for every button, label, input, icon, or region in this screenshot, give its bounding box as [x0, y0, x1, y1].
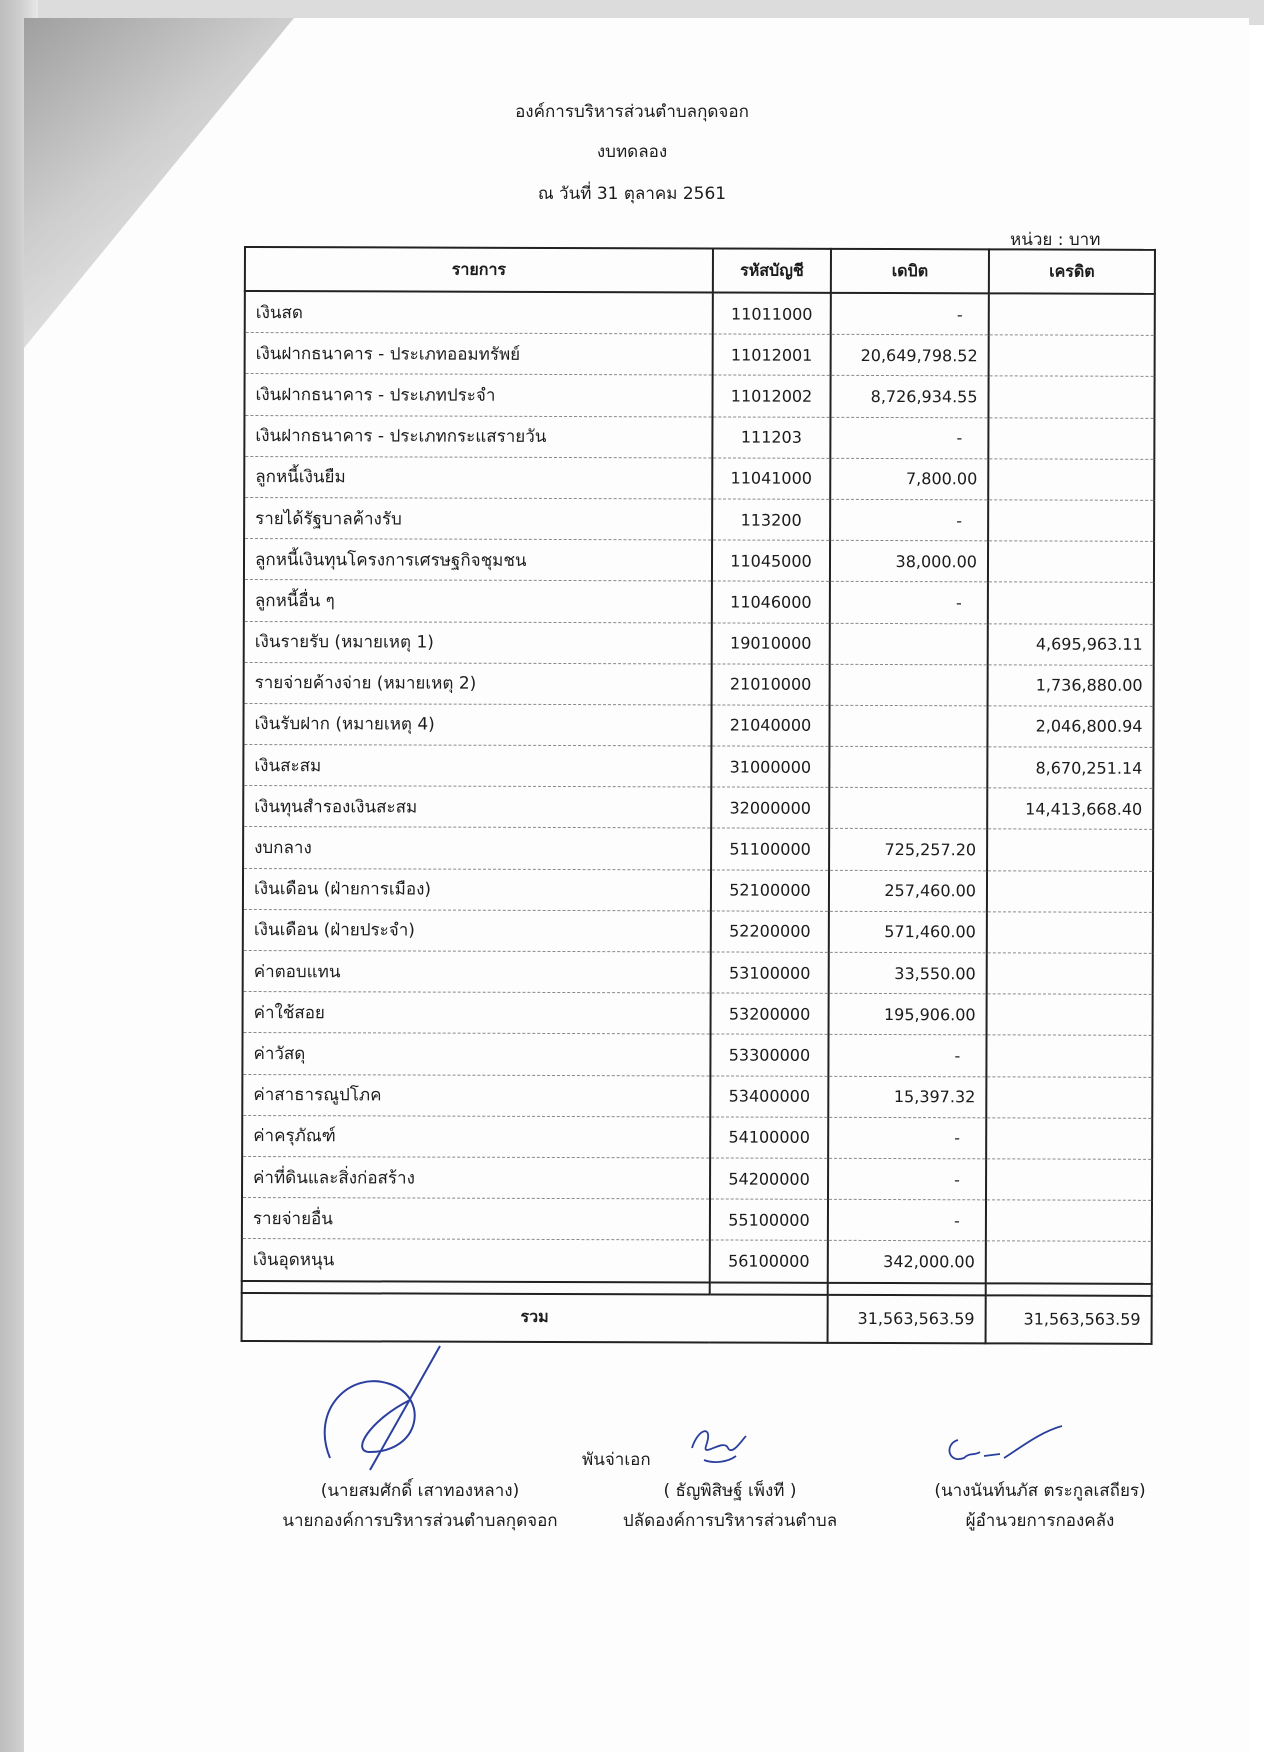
header-debit: เดบิต	[831, 249, 989, 293]
row-account-code: 113200	[712, 499, 830, 541]
table-row	[243, 909, 1153, 953]
row-credit	[986, 1200, 1152, 1242]
table-row	[244, 497, 1154, 541]
row-credit	[988, 500, 1154, 542]
row-debit: -	[828, 1117, 986, 1159]
row-account-code: 32000000	[711, 787, 829, 829]
table-row	[242, 1198, 1152, 1242]
total-label: รวม	[242, 1292, 828, 1342]
table-row	[243, 703, 1153, 747]
row-item: ลูกหนี้อื่น ๆ	[244, 580, 712, 623]
header-item: รายการ	[245, 247, 713, 292]
row-account-code: 11012002	[712, 375, 830, 417]
row-debit: 195,906.00	[829, 994, 987, 1036]
table-row	[243, 868, 1153, 912]
row-debit: -	[830, 417, 988, 459]
table-row	[245, 291, 1155, 336]
row-debit: -	[830, 582, 988, 624]
row-credit	[986, 1076, 1152, 1118]
table-row	[244, 456, 1154, 500]
row-credit	[987, 994, 1153, 1036]
row-account-code: 11045000	[712, 540, 830, 582]
row-credit: 4,695,963.11	[988, 623, 1154, 665]
row-debit: 725,257.20	[829, 829, 987, 871]
table-row	[242, 1156, 1152, 1200]
signature-left	[310, 1340, 480, 1480]
row-account-code: 21010000	[712, 664, 830, 706]
row-debit: 571,460.00	[829, 911, 987, 953]
header-account-code: รหัสบัญชี	[713, 248, 831, 292]
row-credit	[987, 912, 1153, 954]
row-account-code: 54200000	[710, 1158, 828, 1200]
row-debit: 7,800.00	[830, 458, 988, 500]
row-item: ค่าที่ดินและสิ่งก่อสร้าง	[242, 1156, 710, 1199]
row-credit: 2,046,800.94	[987, 706, 1153, 748]
organization-name: องค์การบริหารส่วนตำบลกุดจอก	[515, 102, 749, 122]
row-item: รายจ่ายค้างจ่าย (หมายเหตุ 2)	[244, 662, 712, 705]
row-debit	[830, 664, 988, 706]
row-debit: -	[831, 293, 989, 335]
signatory-right	[880, 1476, 1200, 1536]
row-account-code: 11012001	[713, 334, 831, 376]
row-debit	[829, 746, 987, 788]
row-item: เงินสด	[245, 291, 713, 334]
row-account-code: 21040000	[711, 705, 829, 747]
table-row	[243, 950, 1153, 994]
row-credit	[986, 1241, 1152, 1283]
table-row	[242, 1033, 1152, 1077]
row-credit	[988, 541, 1154, 583]
row-account-code: 11011000	[713, 292, 831, 334]
row-debit	[829, 788, 987, 830]
row-credit: 1,736,880.00	[988, 665, 1154, 707]
row-item: เงินสะสม	[243, 745, 711, 788]
row-debit: 342,000.00	[828, 1241, 986, 1283]
row-item: เงินฝากธนาคาร - ประเภทกระแสรายวัน	[244, 415, 712, 458]
table-row	[244, 374, 1154, 418]
row-item: เงินทุนสำรองเงินสะสม	[243, 786, 711, 829]
signatory-middle-name: ( ธัญพิสิษฐ์ เพ็งที )	[663, 1481, 797, 1501]
row-credit	[988, 376, 1154, 418]
row-item: เงินรายรับ (หมายเหตุ 1)	[244, 621, 712, 664]
row-debit: -	[828, 1035, 986, 1077]
row-item: ลูกหนี้เงินยืม	[244, 456, 712, 499]
table-row	[244, 580, 1154, 624]
row-credit	[989, 293, 1155, 335]
table-row	[242, 1074, 1152, 1118]
signatory-left	[250, 1476, 590, 1536]
row-credit	[987, 829, 1153, 871]
row-debit: 20,649,798.52	[831, 335, 989, 377]
row-credit: 8,670,251.14	[987, 747, 1153, 789]
signature-middle	[684, 1418, 754, 1468]
row-account-code: 53300000	[710, 1034, 828, 1076]
table-row	[244, 621, 1154, 665]
row-item: ลูกหนี้เงินทุนโครงการเศรษฐกิจชุมชน	[244, 539, 712, 582]
row-debit: -	[830, 499, 988, 541]
row-account-code: 53100000	[711, 952, 829, 994]
row-item: เงินรับฝาก (หมายเหตุ 4)	[243, 703, 711, 746]
row-item: ค่าสาธารณูปโภค	[242, 1074, 710, 1117]
table-row	[243, 992, 1153, 1036]
header-credit: เครดิต	[989, 249, 1155, 294]
row-item: ค่าใช้สอย	[243, 992, 711, 1035]
row-credit	[986, 1035, 1152, 1077]
report-date: ณ วันที่ 31 ตุลาคม 2561	[537, 184, 727, 204]
row-account-code: 11046000	[712, 581, 830, 623]
row-item: เงินเดือน (ฝ่ายประจำ)	[243, 909, 711, 952]
row-credit	[987, 953, 1153, 995]
row-account-code: 11041000	[712, 458, 830, 500]
row-item: เงินเดือน (ฝ่ายการเมือง)	[243, 868, 711, 911]
table-row	[243, 827, 1153, 871]
signature-right	[940, 1422, 1070, 1472]
row-credit	[989, 335, 1155, 377]
table-row	[244, 662, 1154, 706]
row-account-code: 53200000	[711, 993, 829, 1035]
row-account-code: 55100000	[710, 1199, 828, 1241]
table-body	[242, 291, 1155, 1283]
row-credit: 14,413,668.40	[987, 788, 1153, 830]
row-account-code: 53400000	[710, 1076, 828, 1118]
signatory-middle-position: ปลัดองค์การบริหารส่วนตำบล	[622, 1511, 838, 1531]
row-debit: 257,460.00	[829, 870, 987, 912]
trial-balance-table	[241, 246, 1156, 1344]
row-debit: 38,000.00	[830, 540, 988, 582]
unit-label: หน่วย : บาท	[1010, 230, 1101, 250]
row-credit	[986, 1159, 1152, 1201]
table-total-row	[242, 1292, 1152, 1343]
row-item: เงินฝากธนาคาร - ประเภทประจำ	[244, 374, 712, 417]
row-debit: -	[828, 1158, 986, 1200]
row-account-code: 51100000	[711, 828, 829, 870]
row-item: ค่าตอบแทน	[243, 950, 711, 993]
row-account-code: 19010000	[712, 622, 830, 664]
table-row	[243, 745, 1153, 789]
row-item: เงินฝากธนาคาร - ประเภทออมทรัพย์	[245, 333, 713, 376]
table-row	[243, 786, 1153, 830]
row-credit	[987, 870, 1153, 912]
signatory-left-name: (นายสมศักดิ์ เสาทองหลาง)	[320, 1481, 520, 1501]
row-account-code: 31000000	[711, 746, 829, 788]
table-row	[242, 1239, 1152, 1284]
row-item: ค่าครุภัณฑ์	[242, 1115, 710, 1158]
row-account-code: 111203	[712, 417, 830, 459]
table-row	[242, 1115, 1152, 1159]
row-item: เงินอุดหนุน	[242, 1239, 710, 1282]
row-credit	[988, 582, 1154, 624]
row-item: งบกลาง	[243, 827, 711, 870]
row-debit: -	[828, 1199, 986, 1241]
row-credit	[986, 1118, 1152, 1160]
table-row	[245, 333, 1155, 377]
row-debit	[830, 623, 988, 665]
row-debit: 15,397.32	[828, 1076, 986, 1118]
signatory-right-position: ผู้อำนวยการกองคลัง	[965, 1511, 1115, 1531]
report-title: งบทดลอง	[596, 142, 668, 162]
middle-signatory-rank: พันจ่าเอก	[582, 1450, 651, 1470]
row-item: รายจ่ายอื่น	[242, 1198, 710, 1241]
row-account-code: 52100000	[711, 870, 829, 912]
row-account-code: 54100000	[710, 1117, 828, 1159]
signatory-middle	[595, 1476, 865, 1536]
signatory-right-name: (นางนันท์นภัส ตระกูลเสถียร)	[934, 1481, 1146, 1501]
total-debit: 31,563,563.59	[828, 1294, 986, 1342]
table-header-row	[245, 247, 1155, 294]
row-debit: 33,550.00	[829, 952, 987, 994]
row-account-code: 52200000	[711, 911, 829, 953]
row-item: รายได้รัฐบาลค้างรับ	[244, 497, 712, 540]
row-debit	[829, 705, 987, 747]
row-credit	[988, 459, 1154, 501]
table-row	[244, 415, 1154, 459]
row-debit: 8,726,934.55	[830, 376, 988, 418]
row-item: ค่าวัสดุ	[242, 1033, 710, 1076]
row-credit	[988, 417, 1154, 459]
total-credit: 31,563,563.59	[986, 1295, 1152, 1344]
row-account-code: 56100000	[710, 1240, 828, 1282]
table-row	[244, 539, 1154, 583]
signatory-left-position: นายกองค์การบริหารส่วนตำบลกุดจอก	[282, 1511, 558, 1531]
